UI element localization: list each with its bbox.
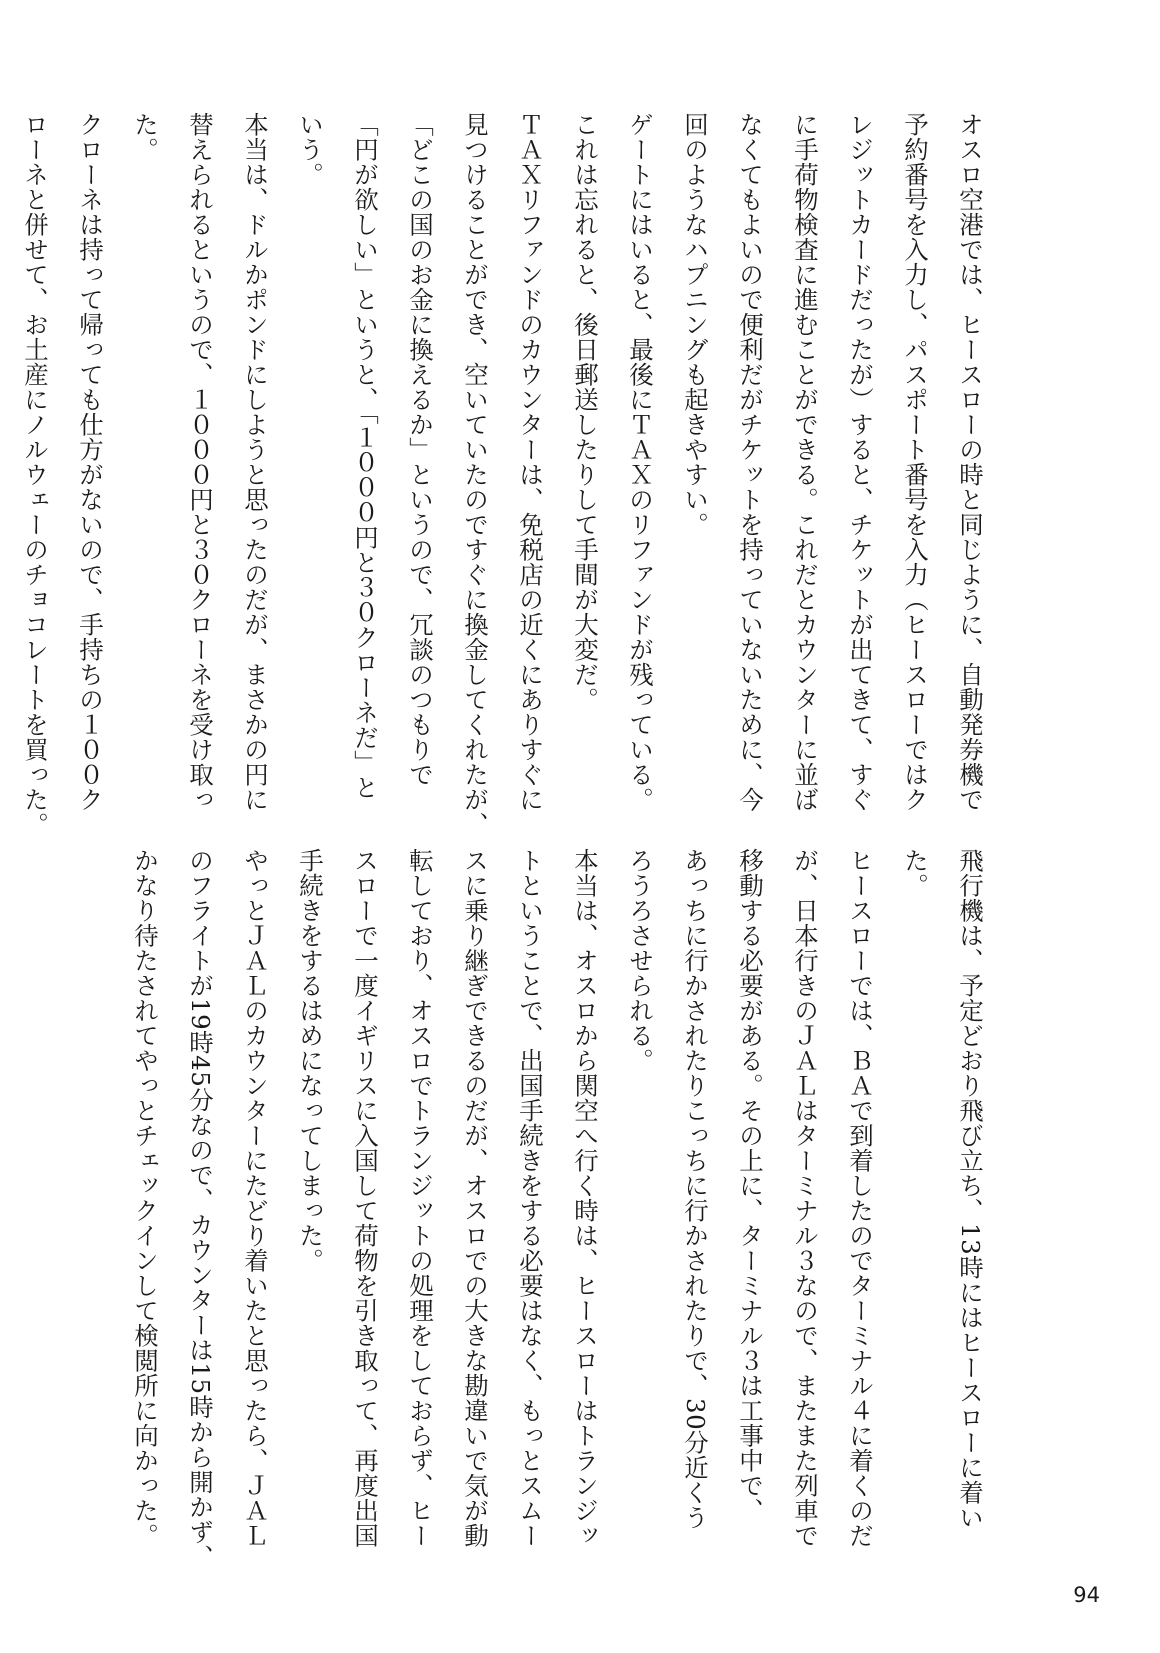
text-line: ＴＡＸリファンドのカウンターは、免税店の近くにありすぐに — [516, 112, 545, 812]
page-number: 94 — [1073, 1583, 1100, 1607]
text-line: いう。 — [296, 112, 325, 187]
text-line: 手続きをするはめになってしまった。 — [296, 848, 325, 1273]
text-line: 替えられるというので、１０００円と３０クローネを受け取っ — [186, 112, 215, 812]
text-line: 「どこの国のお金に換えるか」というので、冗談のつもりで — [406, 112, 435, 787]
text-line: ゲートにはいると、最後にＴＡＸのリファンドが残っている。 — [626, 112, 655, 812]
bottom-text-block — [131, 848, 998, 1570]
text-line: これは忘れると、後日郵送したりして手間が大変だ。 — [571, 112, 600, 712]
text-line: 予約番号を入力し、パスポート番号を入力（ヒースローではク — [901, 112, 930, 812]
text-line: なくてもよいので便利だがチケットを持っていないために、今 — [736, 112, 765, 812]
text-line: た。 — [901, 848, 930, 898]
text-line: ローネと併せて、お土産にノルウェーのチョコレートを買った。 — [21, 112, 50, 837]
text-line: オスロ空港では、ヒースローの時と同じように、自動発券機で — [956, 112, 985, 812]
text-line: 「円が欲しい」というと、「１０００円と３０クローネだ」と — [351, 112, 380, 800]
text-line: 見つけることができ、空いていたのですぐに換金してくれたが、 — [461, 112, 490, 837]
text-line — [0, 112, 8, 820]
text-line: 飛行機は、予定どおり飛び立ち、13時にはヒースローに着い — [956, 848, 985, 1531]
text-line: 移動する必要がある。その上に、ターミナル３は工事中で、 — [736, 848, 765, 1523]
text-line: スに乗り継ぎできるのだが、オスロでの大きな勘違いで気が動 — [461, 848, 490, 1548]
text-line: やっとＪＡＬのカウンターにたどり着いたと思ったら、ＪＡＬ — [241, 848, 270, 1548]
text-line: あっちに行かされたりこっちに行かされたりで、30分近くう — [681, 848, 710, 1531]
text-line: かなり待たされてやっとチェックインして検閲所に向かった。 — [131, 848, 160, 1548]
text-line: 本当は、オスロから関空へ行く時は、ヒースローはトランジッ — [571, 848, 600, 1548]
text-line: のフライトが19時45分なので、カウンターは15時から開かず、 — [186, 848, 215, 1570]
text-line: トということで、出国手続きをする必要はなく、もっとスムー — [516, 848, 545, 1548]
text-line: 回のようなハプニングも起きやすい。 — [681, 112, 710, 537]
text-line: 転しており、オスロでトランジットの処理をしておらず、ヒー — [406, 848, 435, 1548]
text-line: ヒースローでは、ＢＡで到着したのでターミナル４に着くのだ — [846, 848, 875, 1548]
text-line: た。 — [131, 112, 160, 162]
text-line: ろうろさせられる。 — [626, 848, 655, 1073]
text-line: が、日本行きのＪＡＬはターミナル３なので、またまた列車で — [791, 848, 820, 1548]
text-line: に手荷物検査に進むことができる。これだとカウンターに並ば — [791, 112, 820, 812]
text-line: レジットカードだったが）すると、チケットが出てきて、すぐ — [846, 112, 875, 812]
text-line: クローネは持って帰っても仕方がないので、手持ちの１００ク — [76, 112, 105, 812]
top-text-block — [21, 112, 998, 837]
text-line: スローで一度イギリスに入国して荷物を引き取って、再度出国 — [351, 848, 380, 1548]
text-line: 本当は、ドルかポンドにしようと思ったのだが、まさかの円に — [241, 112, 270, 812]
